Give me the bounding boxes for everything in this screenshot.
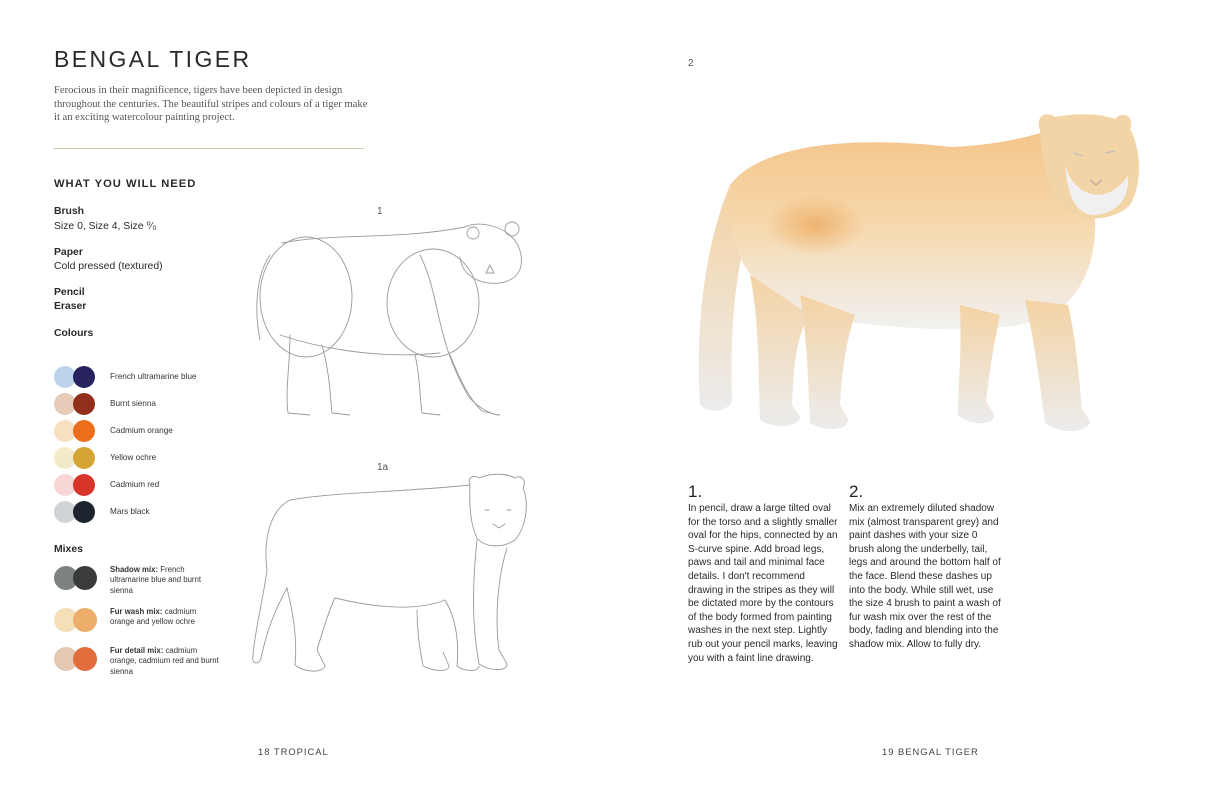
swatch-dark [73, 474, 95, 496]
mix-colour-b [73, 566, 97, 590]
page-title: BENGAL TIGER [54, 46, 252, 72]
paper-label: Paper [54, 247, 83, 258]
left-folio: 18 TROPICAL [258, 746, 329, 757]
pencil-label: Pencil [54, 287, 85, 298]
swatch-name: Cadmium red [110, 480, 160, 489]
colour-swatch [54, 393, 254, 417]
swatch-name: Burnt sienna [110, 399, 156, 408]
step-1-text: In pencil, draw a large tilted oval for the torso and a slightly smaller oval for the hips, connected by an S-curve spine. Add broad legs, paws and tail and minimal face details. I don't recommend drawing in the stripes as they will be dictated more by the contours of the body formed from painting washes in the next step. Lightly rub out your pencil marks, leaving you with a faint line drawing. [688, 503, 838, 664]
back-leg [800, 295, 855, 429]
mix-colour-b [73, 608, 97, 632]
sketch-1-drawing [250, 215, 540, 425]
step-2-text: Mix an extremely diluted shadow mix (almost transparent grey) and paint dashes with your size 0 brush along the underbelly, tail, legs and around the bottom half of the face. Blend these dashes up into the body. While still wet, use the size 4 brush to paint a wash of fur wash mix over the rest of the body, fading and blending into the shadow mix. Allow to fully dry. [849, 503, 1001, 650]
colour-swatch [54, 501, 254, 525]
front-leg [958, 305, 1000, 423]
mix-description: Fur wash mix: cadmium orange and yellow ochre [110, 607, 197, 627]
materials-heading: WHAT YOU WILL NEED [54, 178, 197, 190]
shoulder-shading [765, 195, 865, 255]
colour-swatch [54, 474, 254, 498]
mixes-label: Mixes [54, 544, 83, 555]
colour-swatch [54, 420, 254, 444]
swatch-name: French ultramarine blue [110, 372, 197, 381]
mix-description: Shadow mix: French ultramarine blue and burnt sienna [110, 565, 202, 595]
swatch-name: Mars black [110, 507, 150, 516]
sketch-1a-label: 1a [377, 462, 389, 473]
eraser-label: Eraser [54, 301, 87, 312]
swatch-name: Yellow ochre [110, 453, 157, 462]
brush-label: Brush [54, 206, 85, 217]
swatch-dark [73, 420, 95, 442]
mix-colour-b [73, 647, 97, 671]
mix-description: Fur detail mix: cadmium orange, cadmium red and burnt sienna [110, 646, 219, 676]
colour-swatch [54, 447, 254, 471]
divider [54, 148, 364, 149]
tiger-painting [690, 105, 1150, 440]
brush-sizes: Size 0, Size 4, Size ⁰⁄₀ [54, 221, 157, 232]
sketch-1a-drawing [245, 470, 535, 685]
colour-swatch [54, 366, 254, 390]
swatch-dark [73, 366, 95, 388]
right-folio: 19 BENGAL TIGER [882, 746, 979, 757]
swatch-dark [73, 501, 95, 523]
swatch-dark [73, 447, 95, 469]
swatch-name: Cadmium orange [110, 426, 173, 435]
step-1-number: 1. [688, 482, 703, 501]
swatch-dark [73, 393, 95, 415]
intro-paragraph: Ferocious in their magnificence, tigers have been depicted in design throughout the centuries. The beautiful stripes and colours of a tiger make it an exciting watercolour painting project. [54, 85, 368, 124]
painting-label: 2 [688, 58, 694, 69]
colours-label: Colours [54, 328, 94, 339]
paper-value: Cold pressed (textured) [54, 261, 163, 272]
front-leg [1025, 300, 1090, 431]
sketch-1-label: 1 [377, 206, 383, 217]
step-2-number: 2. [849, 482, 864, 501]
